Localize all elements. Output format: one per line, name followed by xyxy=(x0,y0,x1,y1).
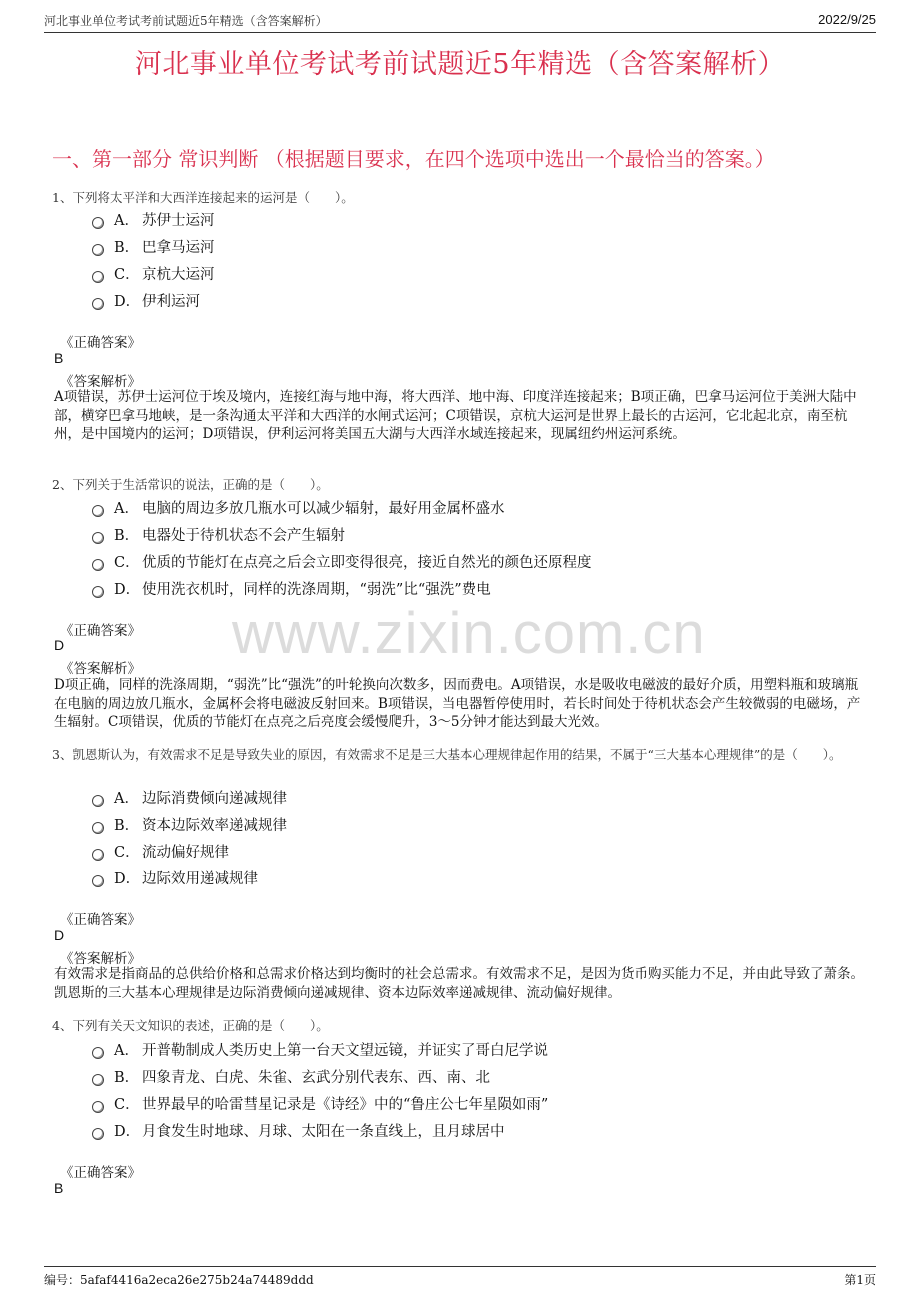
section-heading: 一、第一部分 常识判断 （根据题目要求，在四个选项中选出一个最恰当的答案。） xyxy=(52,147,775,171)
explanation-text: 有效需求是指商品的总供给价格和总需求价格达到均衡时的社会总需求。有效需求不足，是因为货币购买能力不足，并由此导致了萧条。凯恩斯的三大基本心理规律是边际消费倾向递减规律、资本边际效率递减规律、流动偏好规律。 xyxy=(54,966,864,1001)
option-3d[interactable]: D． 边际效用递减规律 xyxy=(92,867,258,887)
radio-icon[interactable] xyxy=(92,298,104,310)
radio-icon[interactable] xyxy=(92,849,104,861)
option-2c[interactable]: C． 优质的节能灯在点亮之后会立即变得很亮，接近自然光的颜色还原程度 xyxy=(92,551,592,571)
radio-icon[interactable] xyxy=(92,1074,104,1086)
explanation-label: 《答案解析》 xyxy=(60,374,141,390)
answer-value: B xyxy=(54,350,64,366)
answer-value: D xyxy=(54,927,65,943)
radio-icon[interactable] xyxy=(92,875,104,887)
explanation-text: A项错误，苏伊士运河位于埃及境内，连接红海与地中海，将大西洋、地中海、印度洋连接起来；B项正确，巴拿马运河位于美洲大陆中部，横穿巴拿马地峡，是一条沟通太平洋和大西洋的水闸式运河；C项错误，京杭大运河是世界上最长的古运河，它北起北京，南至杭州，是中国境内的运河；D项错误，伊利运河将美国五大湖与大西洋水域连接起来，现属纽约州运河系统。 xyxy=(54,389,857,442)
option-2a[interactable]: A． 电脑的周边多放几瓶水可以减少辐射，最好用金属杯盛水 xyxy=(92,497,505,517)
page-footer xyxy=(44,1266,876,1291)
radio-icon[interactable] xyxy=(92,217,104,229)
radio-icon[interactable] xyxy=(92,271,104,283)
answer-value: B xyxy=(54,1180,64,1196)
option-3b[interactable]: B． 资本边际效率递减规律 xyxy=(92,814,287,834)
option-3a[interactable]: A． 边际消费倾向递减规律 xyxy=(92,787,287,807)
explanation-label: 《答案解析》 xyxy=(60,661,141,677)
option-3c[interactable]: C． 流动偏好规律 xyxy=(92,841,229,861)
question-1: 1、下列将太平洋和大西洋连接起来的运河是（ ）。 xyxy=(52,190,354,205)
answer-label: 《正确答案》 xyxy=(60,912,141,928)
option-1d[interactable]: D． 伊利运河 xyxy=(92,290,200,310)
answer-label: 《正确答案》 xyxy=(60,335,141,351)
radio-icon[interactable] xyxy=(92,1047,104,1059)
option-2d[interactable]: D． 使用洗衣机时，同样的洗涤周期，“弱洗”比“强洗”费电 xyxy=(92,578,491,598)
answer-label: 《正确答案》 xyxy=(60,623,141,639)
watermark: www.zixin.com.cn xyxy=(232,601,706,666)
header-doc-title: 河北事业单位考试考前试题近5年精选（含答案解析） xyxy=(44,14,328,28)
explanation-label: 《答案解析》 xyxy=(60,951,141,967)
option-2b[interactable]: B． 电器处于待机状态不会产生辐射 xyxy=(92,524,345,544)
page-number: 第1页 xyxy=(844,1273,876,1287)
radio-icon[interactable] xyxy=(92,586,104,598)
option-1c[interactable]: C． 京杭大运河 xyxy=(92,263,215,283)
option-4a[interactable]: A． 开普勒制成人类历史上第一台天文望远镜，并证实了哥白尼学说 xyxy=(92,1039,548,1059)
radio-icon[interactable] xyxy=(92,559,104,571)
option-4c[interactable]: C． 世界最早的哈雷彗星记录是《诗经》中的“鲁庄公七年星陨如雨” xyxy=(92,1093,548,1113)
radio-icon[interactable] xyxy=(92,1128,104,1140)
radio-icon[interactable] xyxy=(92,822,104,834)
radio-icon[interactable] xyxy=(92,1101,104,1113)
option-4b[interactable]: B． 四象青龙、白虎、朱雀、玄武分别代表东、西、南、北 xyxy=(92,1066,490,1086)
header-date: 2022/9/25 xyxy=(818,12,876,27)
option-1a[interactable]: A． 苏伊士运河 xyxy=(92,209,215,229)
radio-icon[interactable] xyxy=(92,795,104,807)
answer-value: D xyxy=(54,637,65,653)
option-1b[interactable]: B． 巴拿马运河 xyxy=(92,236,215,256)
answer-label: 《正确答案》 xyxy=(60,1165,141,1181)
page-header xyxy=(44,10,876,33)
explanation-text: D项正确，同样的洗涤周期，“弱洗”比“强洗”的叶轮换向次数多，因而费电。A项错误，水是吸收电磁波的最好介质，用塑料瓶和玻璃瓶在电脑的周边放几瓶水，金属杯会将电磁波反射回来。B项错误，当电器暂停使用时，若长时间处于待机状态会产生较微弱的电磁场，产生辐射。C项错误，优质的节能灯在点亮之后亮度会缓慢爬升，3～5分钟才能达到最大光效。 xyxy=(54,677,861,730)
option-4d[interactable]: D． 月食发生时地球、月球、太阳在一条直线上，且月球居中 xyxy=(92,1120,505,1140)
document-code: 编号：5afaf4416a2eca26e275b24a74489ddd xyxy=(44,1273,314,1287)
question-4: 4、下列有关天文知识的表述，正确的是（ ）。 xyxy=(52,1018,329,1033)
document-title: 河北事业单位考试考前试题近5年精选（含答案解析） xyxy=(134,49,786,80)
radio-icon[interactable] xyxy=(92,505,104,517)
question-3: 3、凯恩斯认为，有效需求不足是导致失业的原因，有效需求不足是三大基本心理规律起作用的结果，不属于“三大基本心理规律”的是（ ）。 xyxy=(52,747,842,762)
radio-icon[interactable] xyxy=(92,244,104,256)
radio-icon[interactable] xyxy=(92,532,104,544)
question-2: 2、下列关于生活常识的说法，正确的是（ ）。 xyxy=(52,477,329,492)
